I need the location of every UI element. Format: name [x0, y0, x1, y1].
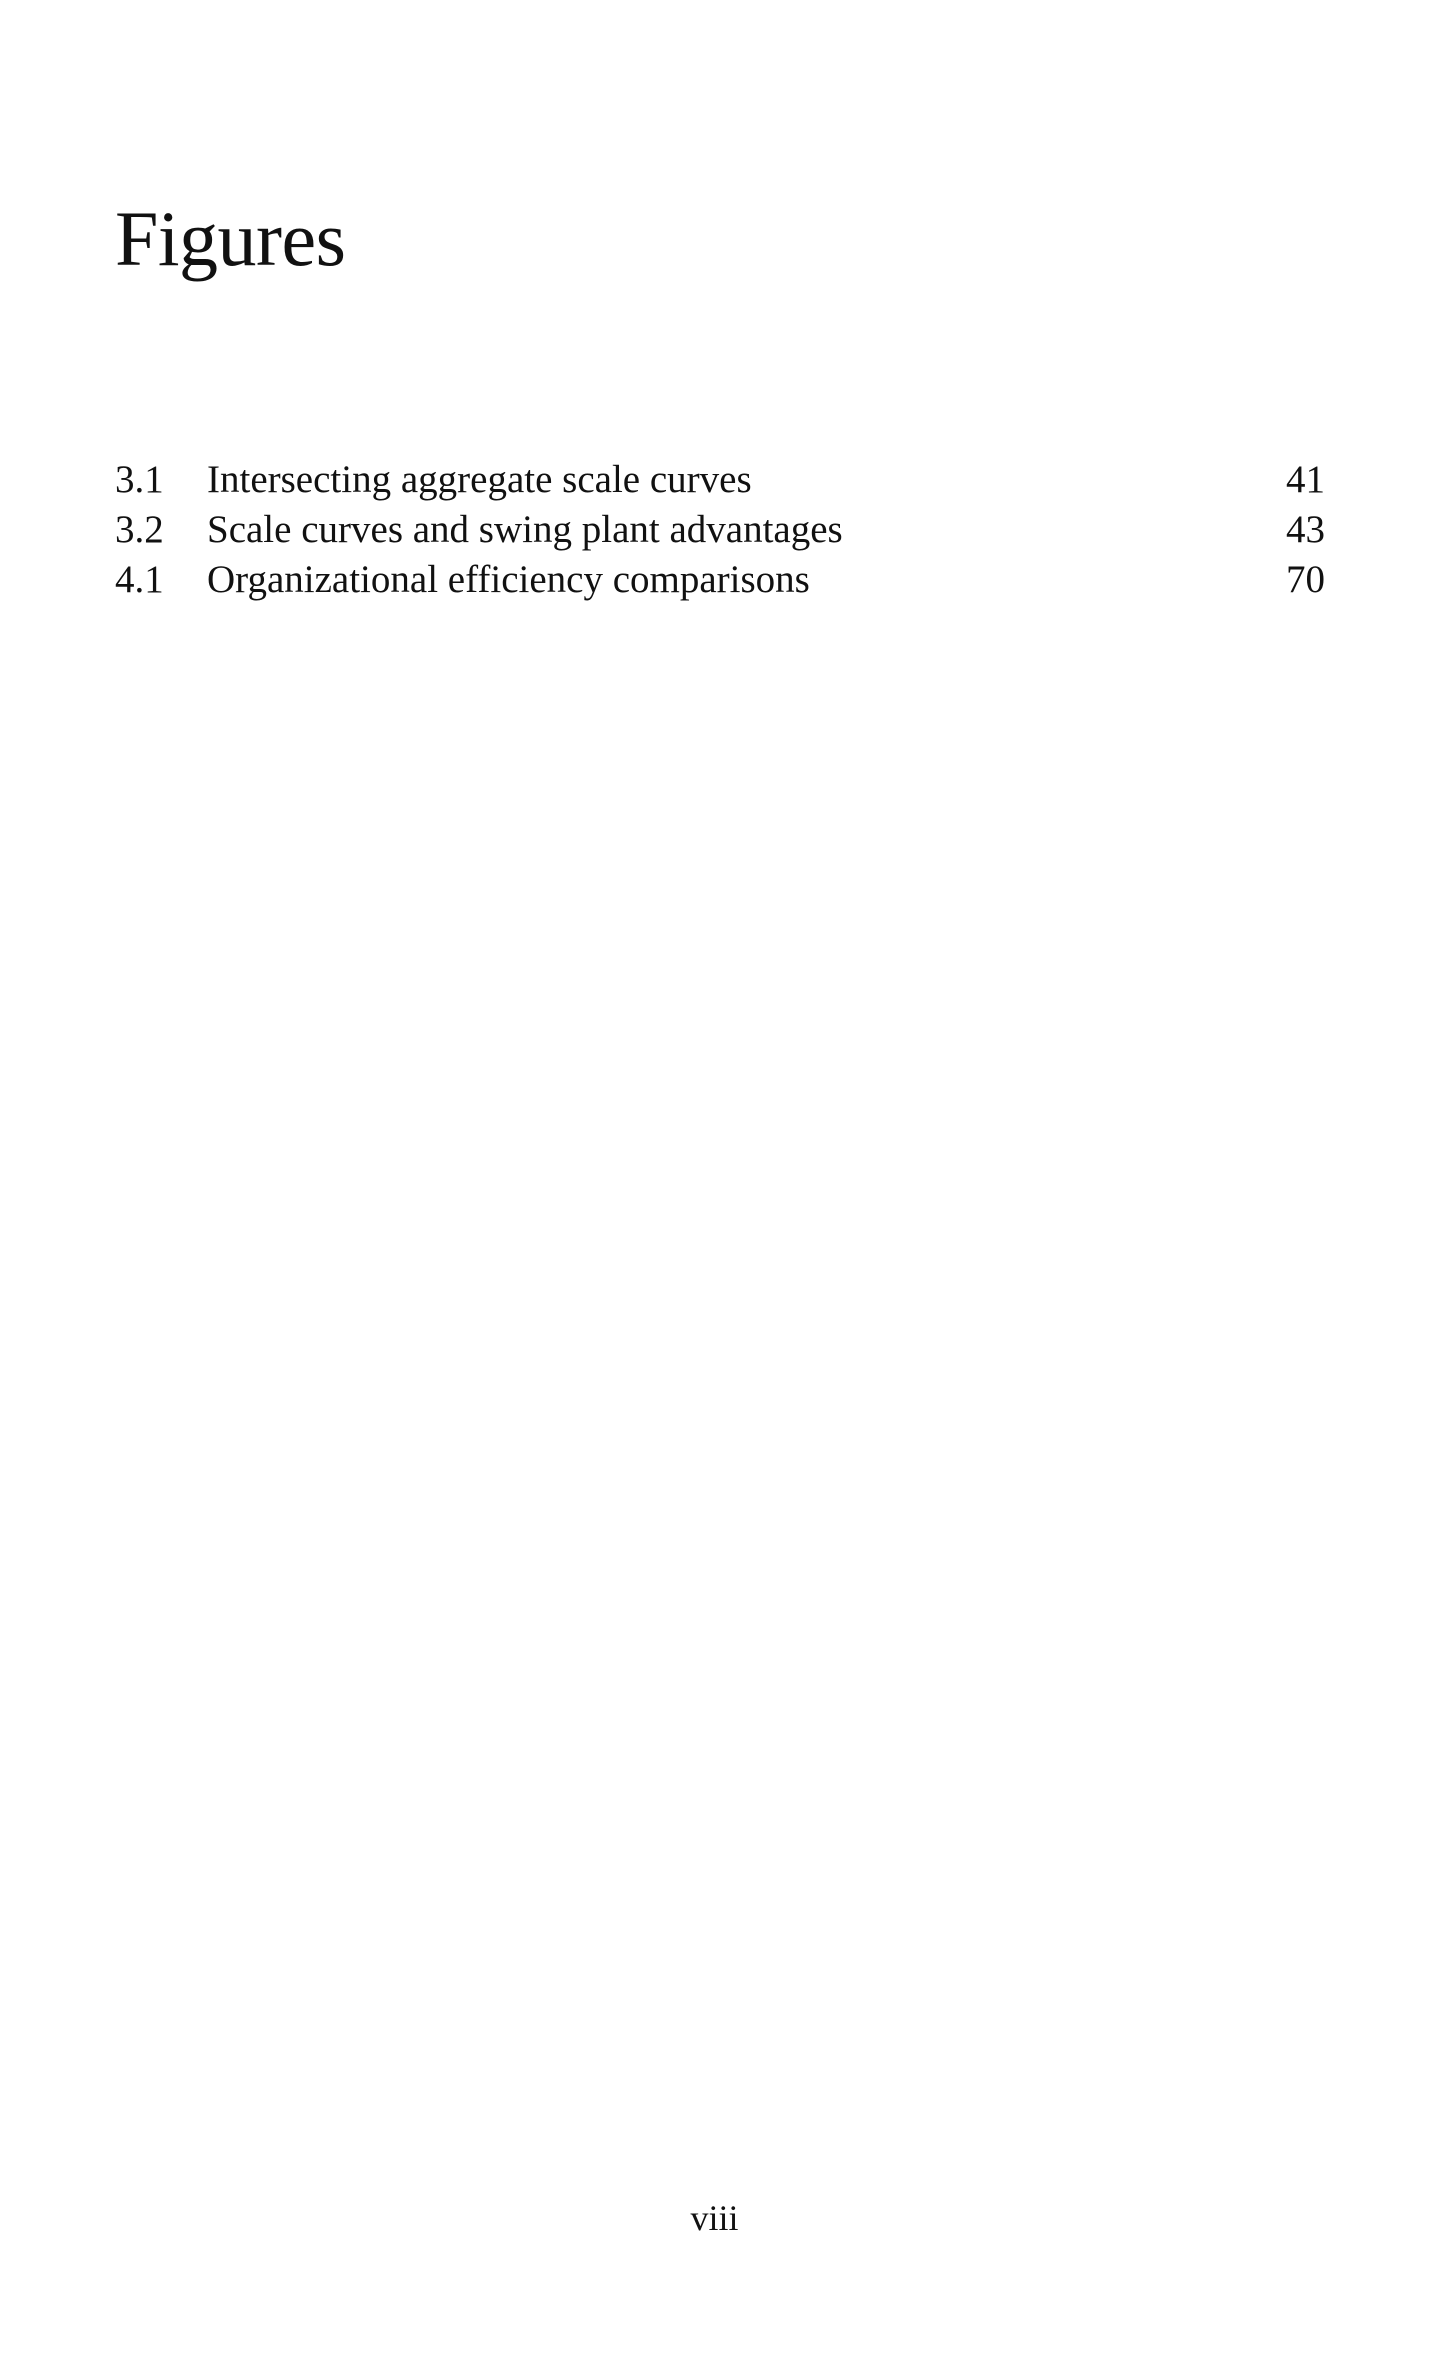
figure-title: Organizational efficiency comparisons [207, 558, 810, 601]
page-folio: viii [690, 2198, 739, 2238]
figure-number: 3.1 [115, 458, 164, 501]
figure-entry [115, 555, 1325, 605]
page-title: Figures [115, 195, 346, 282]
figure-entry [115, 505, 1325, 555]
figure-title: Intersecting aggregate scale curves [207, 458, 752, 501]
figure-title: Scale curves and swing plant advantages [207, 508, 843, 551]
figure-page-number: 41 [1286, 458, 1325, 501]
figure-number: 4.1 [115, 558, 164, 601]
figure-entry [115, 455, 1325, 505]
figure-page-number: 70 [1286, 558, 1325, 601]
figure-number: 3.2 [115, 508, 164, 551]
figure-list [115, 455, 1325, 605]
figure-page-number: 43 [1286, 508, 1325, 551]
